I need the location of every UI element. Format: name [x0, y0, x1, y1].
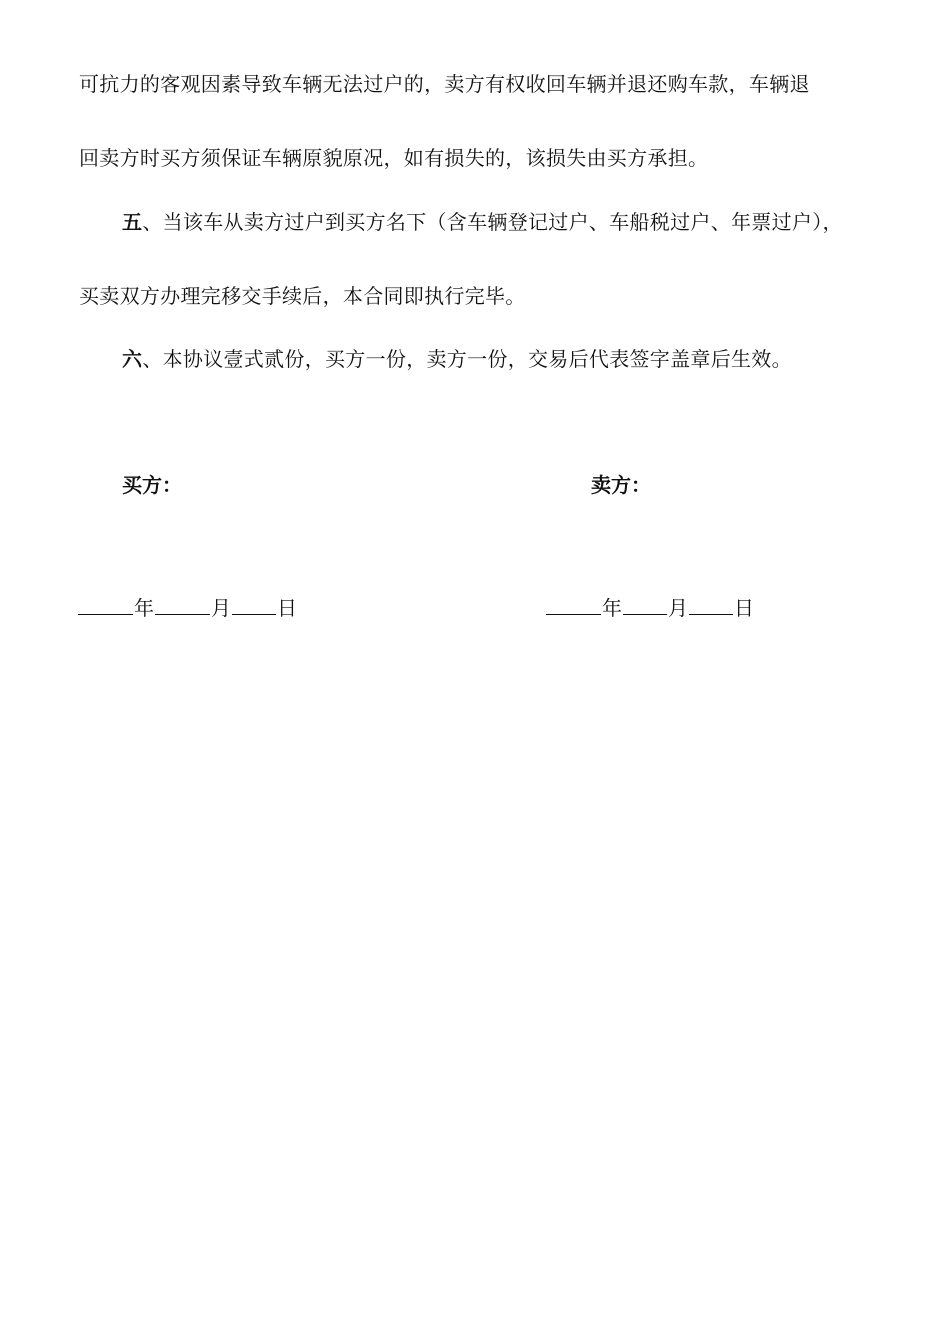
seller-year-blank — [546, 596, 601, 615]
buyer-month-unit: 月 — [211, 596, 231, 620]
clause-4-line-2: 回卖方时买方须保证车辆原貌原况，如有损失的，该损失由买方承担。 — [79, 146, 709, 170]
buyer-day-unit: 日 — [277, 596, 297, 620]
seller-month-blank — [623, 596, 667, 615]
clause-5-number: 五 — [122, 210, 143, 234]
clause-5-text: 、当该车从卖方过户到买方名下（含车辆登记过户、车船税过户、年票过户）， — [142, 210, 843, 234]
buyer-label: 买方： — [122, 473, 182, 497]
buyer-date-line — [78, 596, 298, 620]
seller-day-unit: 日 — [734, 596, 754, 620]
buyer-day-blank — [232, 596, 276, 615]
clause-6-number: 六 — [122, 347, 143, 371]
seller-year-unit: 年 — [602, 596, 622, 620]
clause-5-line-2: 买卖双方办理完移交手续后，本合同即执行完毕。 — [79, 284, 526, 308]
clause-4-line-1: 可抗力的客观因素导致车辆无法过户的，卖方有权收回车辆并退还购车款，车辆退 — [79, 72, 810, 96]
buyer-year-blank — [78, 596, 133, 615]
clause-6-line-1 — [122, 347, 792, 371]
seller-date-line — [546, 596, 755, 620]
buyer-month-blank — [155, 596, 210, 615]
buyer-year-unit: 年 — [134, 596, 154, 620]
seller-day-blank — [689, 596, 733, 615]
seller-label: 卖方： — [591, 473, 651, 497]
clause-5-line-1 — [122, 210, 843, 234]
clause-6-text: 、本协议壹式贰份，买方一份，卖方一份，交易后代表签字盖章后生效。 — [142, 347, 792, 371]
seller-month-unit: 月 — [668, 596, 688, 620]
